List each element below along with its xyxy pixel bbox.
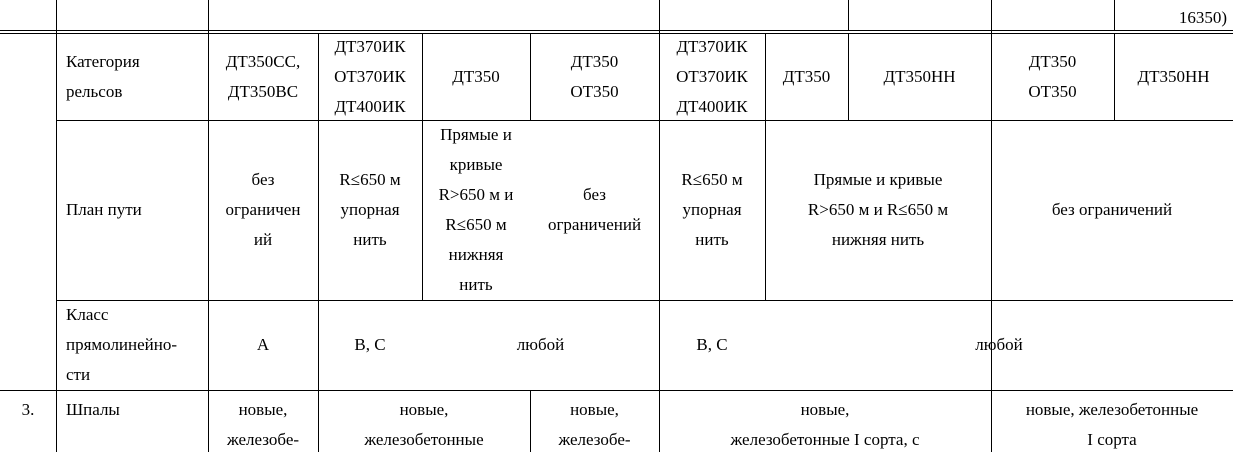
rail-category-cell: ДТ350НН [1137,66,1210,86]
track-plan-cell: R≤650 м упорная нить [681,170,743,249]
sleepers-cell: новые, железобетонные [364,400,484,449]
straightness-label: Класс прямолинейно- сти [66,305,178,384]
sleepers-cell: новые, железобе- [558,400,631,449]
sleepers-cell: новые, железобе- [226,400,300,449]
track-plan-cell: без ограничений [547,185,642,234]
sleepers-label: Шпалы [66,400,120,419]
track-plan-cell: R≤650 м упорная нить [339,170,401,249]
rail-category-label: Категория рельсов [66,51,140,101]
rail-category-cell: ДТ370ИК ОТ370ИК ДТ400ИК [334,36,406,116]
straightness-cell: В, С [354,335,386,354]
track-plan-cell: без ограничений [1051,200,1173,219]
grid-line [0,30,1233,31]
top-row-fragment: 16350) [1178,8,1227,27]
rail-category-cell: ДТ350НН [883,66,956,86]
rail-category-cell: ДТ370ИК ОТ370ИК ДТ400ИК [676,36,748,116]
sleepers-cell: новые, железобетонные I сорта, с [730,400,920,449]
sleepers-cell: новые, железобетонные I сорта [1025,400,1199,449]
track-plan-cell: Прямые и кривые R>650 м и R≤650 м нижняя нить [438,125,514,294]
straightness-cell: любой [975,335,1023,354]
grid-line [0,390,1233,391]
track-plan-cell: без ограничен ий [225,170,301,249]
straightness-cell: любой [516,335,565,354]
rail-category-cell: ДТ350 ОТ350 [1028,51,1077,101]
straightness-cell: В, С [696,335,728,354]
grid-line [848,0,849,30]
straightness-cell: А [256,335,270,354]
rail-category-cell: ДТ350СС, ДТ350ВС [225,51,301,101]
rail-category-cell: ДТ350 ОТ350 [570,51,619,101]
track-plan-label: План пути [66,200,142,219]
sleepers-row-number: 3. [21,400,35,419]
rail-category-cell: ДТ350 [452,66,500,86]
rail-category-cell: ДТ350 [782,66,831,86]
track-plan-cell: Прямые и кривые R>650 м и R≤650 м нижняя нить [807,170,949,249]
